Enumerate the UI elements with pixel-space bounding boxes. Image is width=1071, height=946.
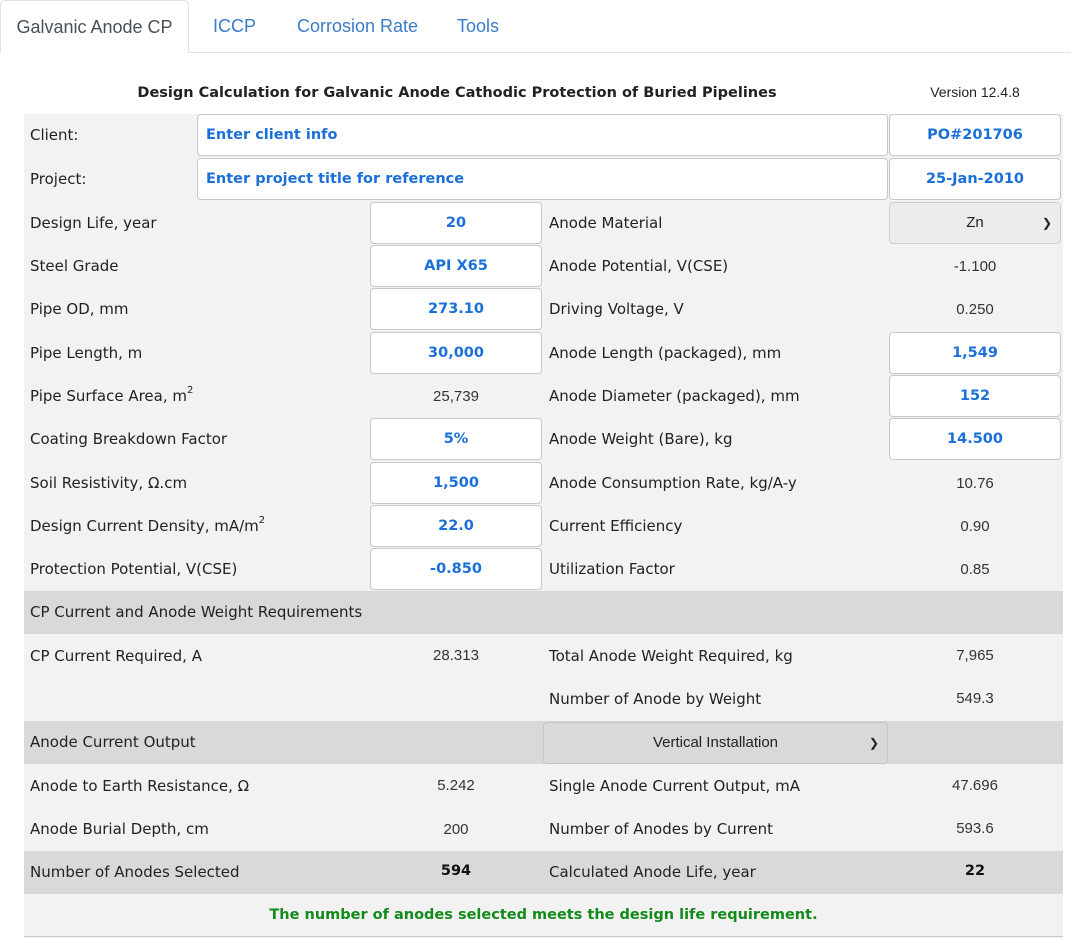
version-label: Version 12.4.8 xyxy=(930,84,1020,100)
divider xyxy=(24,936,1063,937)
project-input[interactable]: Enter project title for reference xyxy=(197,158,888,200)
pipe-length-input[interactable]: 30,000 xyxy=(370,332,542,374)
anode-life-value: 22 xyxy=(964,863,986,879)
pipe-od-label: Pipe OD, mm xyxy=(30,300,129,318)
design-life-label: Design Life, year xyxy=(30,214,157,232)
output-heading: Anode Current Output xyxy=(30,733,196,751)
soil-resistivity-label: Soil Resistivity, Ω.cm xyxy=(30,474,188,492)
pipe-od-input[interactable]: 273.10 xyxy=(370,288,542,330)
anode-material-value: Zn xyxy=(966,214,984,231)
anode-length-label: Anode Length (packaged), mm xyxy=(549,344,782,362)
pipe-surface-area-label: Pipe Surface Area, $m^2$ xyxy=(30,385,194,405)
utilization-factor-label: Utilization Factor xyxy=(549,560,675,578)
current-density-label: Design Current Density, $mA/m^2$ xyxy=(30,515,266,535)
earth-resistance-value: 5.242 xyxy=(437,777,475,794)
tab-corrosion-rate[interactable]: Corrosion Rate xyxy=(297,16,419,36)
single-output-label: Single Anode Current Output, mA xyxy=(549,777,800,795)
anode-length-input[interactable]: 1,549 xyxy=(889,332,1061,374)
anode-weight-input[interactable]: 14.500 xyxy=(889,418,1061,460)
tab-galvanic-anode-cp[interactable]: Galvanic Anode CP xyxy=(0,0,189,53)
protection-potential-input[interactable]: -0.850 xyxy=(370,548,542,590)
pipe-length-label: Pipe Length, m xyxy=(30,344,143,362)
cp-current-value: 28.313 xyxy=(433,647,479,664)
pipe-surface-area-value: 25,739 xyxy=(433,388,479,405)
anode-diameter-input[interactable]: 152 xyxy=(889,375,1061,417)
chevron-down-icon: ❯ xyxy=(868,736,879,750)
anode-weight-label: Anode Weight (Bare), kg xyxy=(549,430,733,448)
burial-depth-value: 200 xyxy=(443,821,469,838)
project-label: Project: xyxy=(30,170,87,188)
anodes-selected-label: Number of Anodes Selected xyxy=(30,863,240,881)
utilization-factor-value: 0.85 xyxy=(960,561,990,578)
protection-potential-label: Protection Potential, V(CSE) xyxy=(30,560,238,578)
installation-select[interactable] xyxy=(543,722,888,764)
driving-voltage-label: Driving Voltage, V xyxy=(549,300,684,318)
steel-grade-input[interactable]: API X65 xyxy=(370,245,542,287)
anode-material-select[interactable] xyxy=(889,202,1061,244)
anode-life-label: Calculated Anode Life, year xyxy=(549,863,756,881)
design-life-input[interactable]: 20 xyxy=(370,202,542,244)
coating-breakdown-label: Coating Breakdown Factor xyxy=(30,430,228,448)
current-density-input[interactable]: 22.0 xyxy=(370,505,542,547)
installation-value: Vertical Installation xyxy=(652,734,779,751)
status-message: The number of anodes selected meets the design life requirement. xyxy=(269,907,818,923)
calculation-grid xyxy=(24,114,1063,938)
current-efficiency-label: Current Efficiency xyxy=(549,517,683,535)
total-weight-label: Total Anode Weight Required, kg xyxy=(549,647,793,665)
tab-iccp[interactable]: ICCP xyxy=(213,16,257,36)
page-title: Design Calculation for Galvanic Anode Cathodic Protection of Buried Pipelines xyxy=(137,85,777,101)
anodes-by-current-value: 593.6 xyxy=(956,820,994,837)
client-input[interactable]: Enter client info xyxy=(197,114,888,156)
coating-breakdown-input[interactable]: 5% xyxy=(370,418,542,460)
date-input[interactable]: 25-Jan-2010 xyxy=(889,158,1061,200)
client-label: Client: xyxy=(30,126,79,144)
tab-tools[interactable]: Tools xyxy=(457,16,500,36)
driving-voltage-value: 0.250 xyxy=(956,301,994,318)
anode-diameter-label: Anode Diameter (packaged), mm xyxy=(549,387,800,405)
anodes-selected-value: 594 xyxy=(440,863,472,879)
total-weight-value: 7,965 xyxy=(956,647,994,664)
burial-depth-label: Anode Burial Depth, cm xyxy=(30,820,209,838)
earth-resistance-label: Anode to Earth Resistance, Ω xyxy=(30,777,250,795)
anode-material-label: Anode Material xyxy=(549,214,663,232)
cp-current-label: CP Current Required, A xyxy=(30,647,202,665)
single-output-value: 47.696 xyxy=(952,777,998,794)
anodes-by-current-label: Number of Anodes by Current xyxy=(549,820,774,838)
soil-resistivity-input[interactable]: 1,500 xyxy=(370,462,542,504)
po-number-input[interactable]: PO#201706 xyxy=(889,114,1061,156)
consumption-rate-value: 10.76 xyxy=(956,475,994,492)
chevron-down-icon: ❯ xyxy=(1041,216,1052,230)
consumption-rate-label: Anode Consumption Rate, kg/A-y xyxy=(549,474,797,492)
steel-grade-label: Steel Grade xyxy=(30,257,119,275)
requirements-heading: CP Current and Anode Weight Requirements xyxy=(30,603,363,621)
tab-bar xyxy=(0,0,1071,53)
anodes-by-weight-value: 549.3 xyxy=(956,690,994,707)
anode-potential-value: -1.100 xyxy=(953,258,997,275)
anodes-by-weight-label: Number of Anode by Weight xyxy=(549,690,762,708)
current-efficiency-value: 0.90 xyxy=(960,518,990,535)
anode-potential-label: Anode Potential, V(CSE) xyxy=(549,257,729,275)
